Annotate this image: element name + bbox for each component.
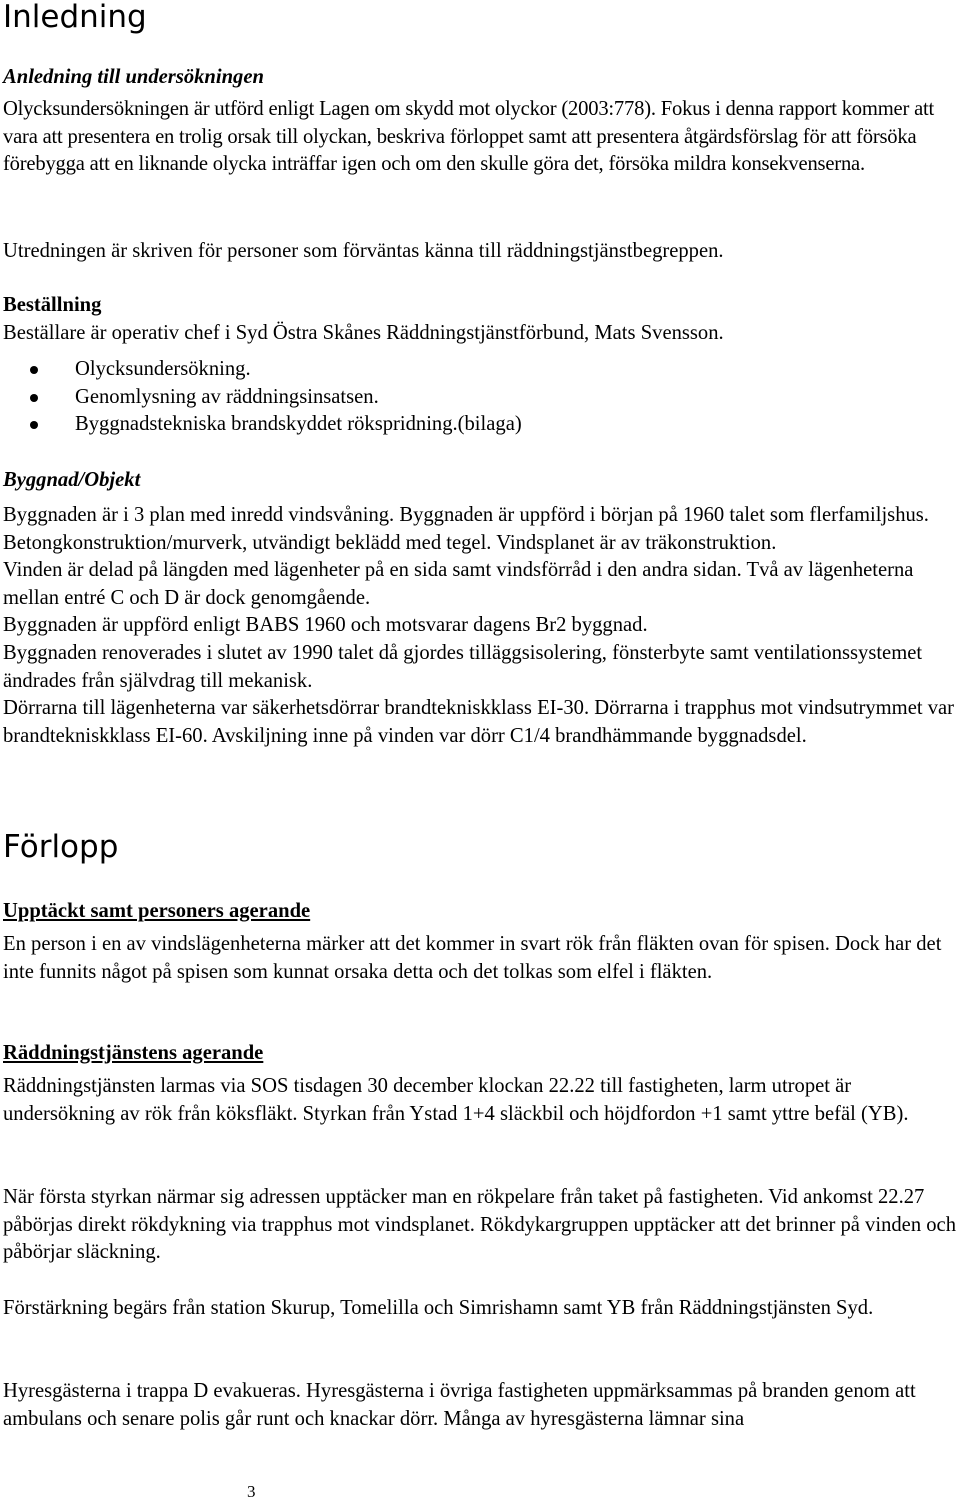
building-line: Byggnaden är i 3 plan med inredd vindsvåning. Byggnaden är uppförd i början på 1960 talet som flerfamiljshus. xyxy=(3,504,929,526)
bullet-icon xyxy=(30,394,38,402)
paragraph-raddning-4: Hyresgästerna i trappa D evakueras. Hyresgästerna i övriga fastigheten uppmärksammas på branden genom att ambulans och senare polis går runt och knackar dörr. Många av hyresgästerna lämnar sina xyxy=(3,1380,916,1430)
order-list xyxy=(3,356,958,439)
bullet-icon xyxy=(30,421,38,429)
list-item-label: Olycksundersökning. xyxy=(75,358,251,380)
building-line: Dörrarna till lägenheterna var säkerhetsdörrar brandtekniskklass EI-30. Dörrarna i trapphus mot vindsutrymmet var brandtekniskklass EI-60. Avskiljning inne på vinden var dörr C1/4 brandhämmande byggnadsdel. xyxy=(3,697,955,747)
subheading-byggnad: Byggnad/Objekt xyxy=(3,469,141,491)
list-item xyxy=(3,356,958,384)
heading-forlopp: Förlopp xyxy=(3,829,119,865)
paragraph-upptackt: En person i en av vindslägenheterna märker att det kommer in svart rök från fläkten ovan för spisen. Dock har det inte funnits något på spisen som kunnat orsaka detta och det tolkas som elfel i fläkten. xyxy=(3,933,942,983)
building-line: Betongkonstruktion/murverk, utvändigt beklädd med tegel. Vindsplanet är av träkonstruktion. xyxy=(3,531,777,554)
subheading-raddning: Räddningstjänstens agerande xyxy=(3,1042,264,1064)
paragraph-raddning-1: Räddningstjänsten larmas via SOS tisdagen 30 december klockan 22.22 till fastigheten, larm utropet är undersökning av rök från köksfläkt. Styrkan från Ystad 1+4 släckbil och höjdfordon +1 samt yttre befäl (YB). xyxy=(3,1075,909,1125)
paragraph-utredningen: Utredningen är skriven för personer som förväntas känna till räddningstjänstbegreppen. xyxy=(3,240,724,262)
list-item-label: Genomlysning av räddningsinsatsen. xyxy=(75,385,379,408)
subheading-bestallning: Beställning xyxy=(3,294,102,316)
paragraph-raddning-3: Förstärkning begärs från station Skurup, Tomelilla och Simrishamn samt YB från Räddningstjänsten Syd. xyxy=(3,1297,874,1319)
list-item xyxy=(3,384,958,412)
building-line: Byggnaden är uppförd enligt BABS 1960 och motsvarar dagens Br2 byggnad. xyxy=(3,614,648,637)
subheading-upptackt: Upptäckt samt personers agerande xyxy=(3,900,311,922)
list-item-label: Byggnadstekniska brandskyddet rökspridning.(bilaga) xyxy=(75,413,522,436)
subheading-anledning: Anledning till undersökningen xyxy=(3,66,264,88)
building-line: Byggnaden renoverades i slutet av 1990 talet då gjordes tilläggsisolering, fönsterbyte samt ventilationssystemet ändrades från självdrag till mekanisk. xyxy=(3,641,923,692)
page-number: 3 xyxy=(247,1482,256,1501)
building-line: Vinden är delad på längden med lägenheter på en sida samt vindsförråd i den andra sidan. Två av lägenheterna mellan entré C och D är dock genomgående. xyxy=(3,559,914,609)
paragraph-anledning: Olycksundersökningen är utförd enligt Lagen om skydd mot olyckor (2003:778). Fokus i denna rapport kommer att vara att presentera en trolig orsak till olyckan, beskriva förloppet samt att presentera åtgärdsförslag för att försöka förebygga att en liknande olycka inträffar igen och om den skulle göra det, försöka mildra konsekvenserna. xyxy=(3,98,935,176)
bullet-icon xyxy=(30,366,38,374)
list-item xyxy=(3,411,958,439)
paragraph-raddning-2: När första styrkan närmar sig adressen upptäcker man en rökpelare från taket på fastigheten. Vid ankomst 22.27 påbörjas direkt rökdykning via trapphus mot vindsplanet. Rökdykargruppen upptäcker att det brinner på vinden och påbörjar släckning. xyxy=(3,1186,956,1264)
building-description xyxy=(3,502,958,750)
paragraph-bestallare: Beställare är operativ chef i Syd Östra Skånes Räddningstjänstförbund, Mats Svensson. xyxy=(3,322,724,344)
heading-inledning: Inledning xyxy=(3,0,147,35)
